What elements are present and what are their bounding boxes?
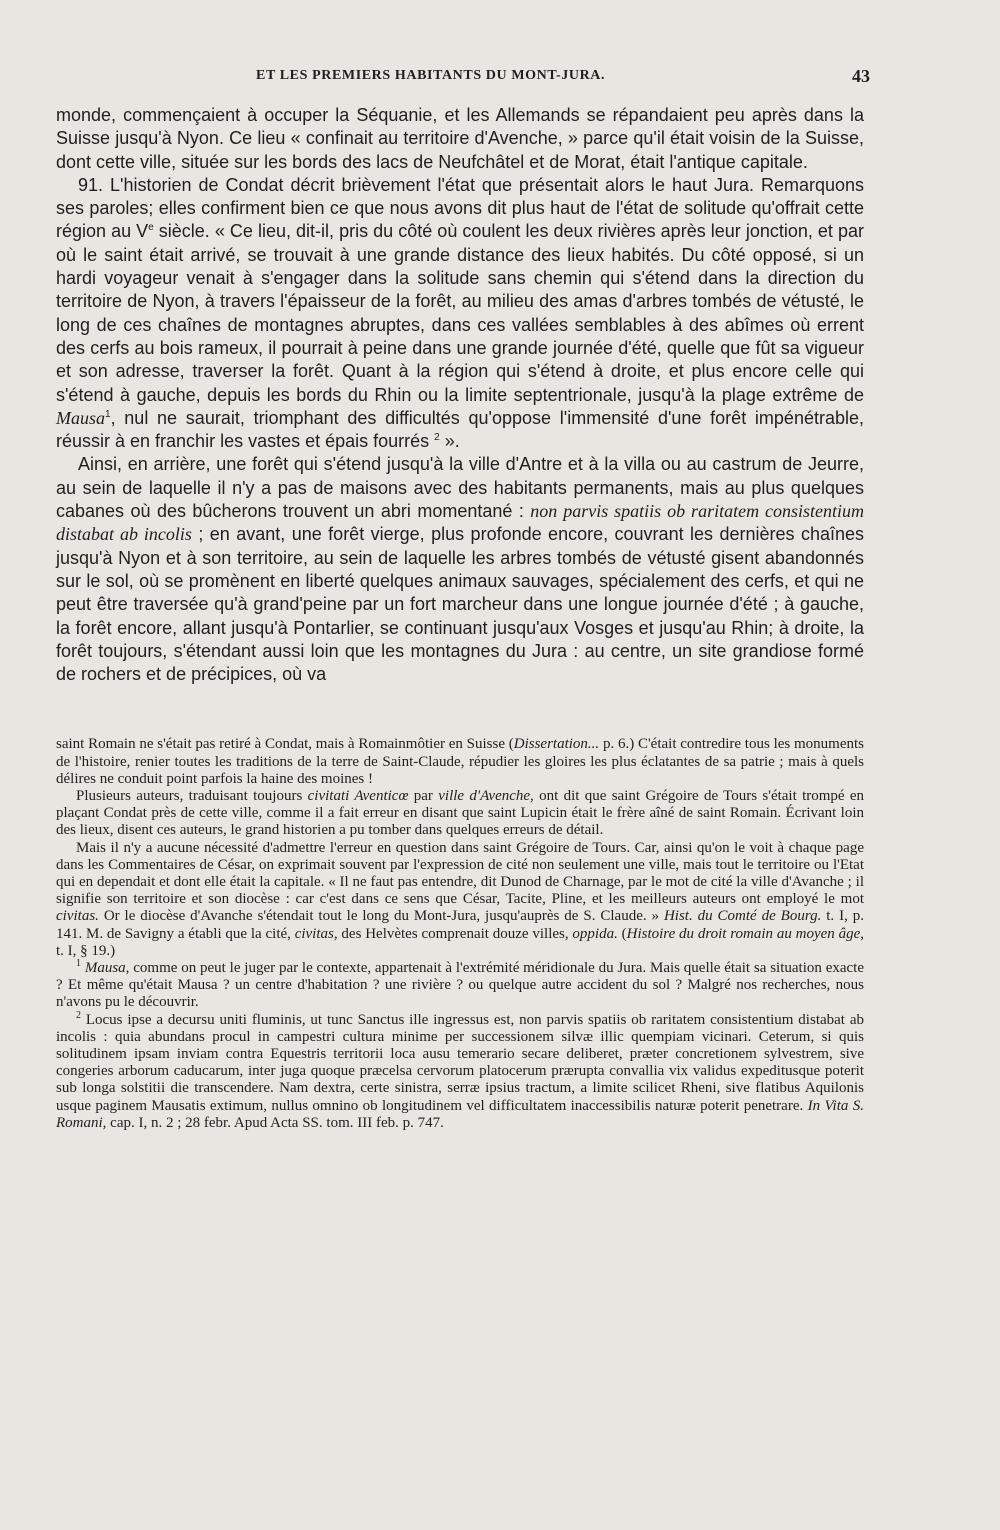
note-text: Locus ipse a decursu uniti fluminis, ut tunc Sanctus ille ingressus est, non parvis spatiis ob raritatem consistentium distabat ab incolis : quia abundans procul in campestri cultura minime per successionem silvæ illic quempiam vicinari. Ceterum, si quis solitudinem ipsam inviam contra Equestris territorii loca ausu temerario secare deliberet, præter concretionem sylvestrem, sive congeries arborum caducarum, inter juga quoque præcelsa cervorum platocerum prærupta convallia vix validus expeditusque poterit sub longa solstitii die transcendere. Nam dextra, certe sinistra, serræ ipsius tractum, a limite scilicet Rheni, sive flatibus Aquilonis usque paginem Mausatis extimum, nullus omnino ob longitudinem vel difficultatem inaccessibilis naturæ poterit penetrare. [56,1011,864,1114]
footnote-ref: 2 [434,432,440,444]
paragraph-ainsi [56,453,864,686]
paragraph-text: Ainsi, en arrière, une forêt qui s'étend jusqu'à la ville d'Antre et à la villa ou au castrum de Jeurre, au sein de laquelle il n'y a pas de maisons avec des habitants permanents, mais au plus quelques cabanes où des bûcherons trouvent un abri momentané : [56,454,864,522]
note-text: t. I, p. 141. M. de Savigny a établi que la cité, [56,908,865,942]
note-text: t. I, § 19.) [56,942,116,959]
note-text: cap. I, n. 2 ; 28 febr. Apud Acta SS. tom. III feb. p. 747. [106,1114,444,1131]
note-plusieurs [56,788,864,840]
note-text: ( [617,925,627,942]
running-title: ET LES PREMIERS HABITANTS DU MONT-JURA. [256,68,606,83]
note-text: des Helvètes comprenait douze villes, [337,925,573,942]
note-text: Mais il n'y a aucune nécessité d'admettre l'erreur en question dans saint Grégoire de Tours. Car, ainsi qu'on le voit à chaque page dans les Commentaires de César, on exprimait souvent par l'expression de cité non seulement une ville, mais tout le territoire ou l'Etat qui en dependait et dont elle était la capitale. « Il ne faut pas entendre, dit Dunod de Charnage, par le mot de cité la ville d'Avanche ; il signifie son territoire et son diocèse : car c'est dans ce sens que César, Tacite, Pline, et les meilleurs auteurs ont employé le mot [56,839,864,908]
note-mais [56,840,864,960]
footnote-ref: 1 [105,408,111,420]
footnotes [56,736,864,1132]
paragraph-text: 91. L'historien de Condat décrit brièvement l'état que présentait alors le haut Jura. Remarquons ses paroles; elles confirment bien ce que nous avons dit plus haut de l'état de solitude qu'offrait cette région au V [56,174,864,242]
footnote-2 [56,1009,864,1132]
note-text: p. 6.) C'était contredire tous les monuments de l'histoire, renier toutes les traditions de la terre de Saint-Claude, répudier les gloires les plus éclatantes de sa patrie ; mais à quels délires ne conduit point parfois la haine des moines ! [56,736,864,787]
superscript: e [148,222,154,234]
paragraph-text: monde, commençaient à occuper la Séquanie, et les Allemands se répandaient peu après dans la Suisse jusqu'à Nyon. Ce lieu « confinait au territoire d'Avenche, » parce qu'il était voisin de la Suisse, dont cette ville, située sur les bords des lacs de Neufchâtel et de Morat, était l'antique capitale. [56,105,864,172]
italic-term: Mausa, [84,960,130,977]
page-number: 43 [852,66,870,86]
footnote-number: 1 [76,958,81,970]
footnote-number: 2 [76,1009,81,1021]
italic-term: civitati Aventicœ [307,788,409,805]
italic-term: civitas. [56,908,99,925]
italic-title: In Vita S. Romani, [56,1097,864,1131]
main-text [56,104,864,686]
italic-title: Dissertation... [513,736,600,753]
paragraph-text: siècle. « Ce lieu, dit-il, pris du côté où coulent les deux rivières après leur jonction, et par où le saint était arrivé, se trouvait à une grande distance des lieux habités. Du côté opposé, si un hardi voyageur venait à s'engager dans la solitude sans chemin qui s'étend dans la direction du territoire de Nyon, à travers l'épaisseur de la forêt, au milieu des amas d'arbres tombés de vétusté, le long de ces chaînes de montagnes abruptes, dans ces vallées semblables à des abîmes où errent des cerfs au bois rameux, il pourrait à peine dans une grande journée d'été, quelle que fût sa vigueur et son adresse, traverser la forêt. Quant à la région qui s'étend à droite, et plus encore celle qui s'étend à gauche, depuis les bords du Rhin ou la limite septentrionale, jusqu'à la plage extrême de [56,221,864,405]
paragraph-text: ; en avant, une forêt vierge, plus profonde encore, couvrant les dernières chaînes jusqu'à Nyon et à son territoire, au sein de laquelle les arbres tombés de vétusté gisent abandonnés sur le sol, où se promènent en liberté quelques animaux sauvages, spécialement des cerfs, et qui ne peut être traversée qu'à grand'peine par un fort marcheur dans une longue journée d'été ; à gauche, la forêt encore, allant jusqu'à Pontarlier, se continuant jusqu'aux Vosges et jusqu'au Rhin; à droite, la forêt toujours, s'étendant aussi loin que les montagnes du Jura : au centre, un site grandiose formé de rochers et de précipices, où va [56,524,864,685]
italic-word: Mausa [56,407,105,428]
note-text: saint Romain ne s'était pas retiré à Condat, mais à Romainmôtier en Suisse ( [56,736,514,753]
note-text: par [408,788,439,805]
note-text: Or le diocèse d'Avanche s'étendait tout le long du Mont-Jura, jusqu'auprès de S. Claude. » [98,908,664,925]
italic-term: civitas, [294,925,338,942]
note-text: ont dit que saint Grégoire de Tours s'était trompé en plaçant Condat près de cette ville, comme il a fait erreur en disant que saint Lupicin était le frère aîné de saint Romain. Écrivant loin des lieux, disent ces auteurs, le grand historien a pu tomber dans quelques erreurs de détail. [56,788,865,839]
running-head [56,66,870,96]
italic-term: ville d'Avenche, [438,788,534,805]
note-continued [56,736,864,788]
note-text: comme on peut le juger par le contexte, appartenait à l'extrémité méridionale du Jura. Mais quelle était sa situation exacte ? Et même qu'était Mausa ? un centre d'habitation ? une rivière ? ou quelque autre accident du sol ? Malgré nos recherches, nous n'avons pu le découvrir. [56,960,865,1011]
paragraph-text: , nul ne saurait, triomphant des difficultés qu'oppose l'immensité d'une forêt impénétrable, réussir à en franchir les vastes et épais fourrés [56,407,864,452]
note-text: Plusieurs auteurs, traduisant toujours [76,788,308,805]
paragraph-text: ». [439,431,460,452]
italic-title: Hist. du Comté de Bourg. [663,908,822,925]
latin-quote: non parvis spatiis ob raritatem consistentium distabat ab incolis [56,501,864,545]
paragraph-continued [56,104,864,174]
paragraph-91 [56,174,864,454]
italic-term: oppida. [572,925,618,942]
footnote-1 [56,960,864,1012]
italic-title: Histoire du droit romain au moyen âge, [626,925,864,942]
